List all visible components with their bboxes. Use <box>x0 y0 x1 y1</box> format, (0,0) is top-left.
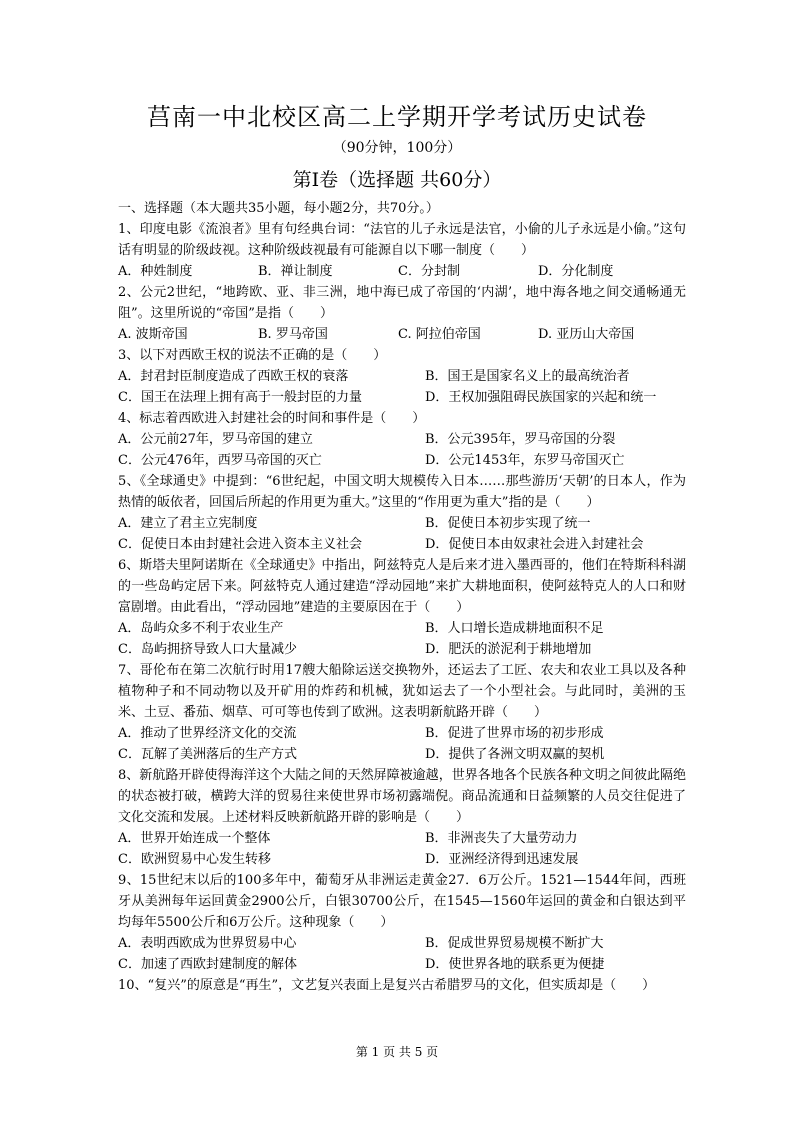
option-b[interactable]: B．非洲丧失了大量劳动力 <box>425 831 578 846</box>
question-7 <box>118 660 686 765</box>
option-a[interactable]: A．岛屿众多不利于农业生产 <box>118 621 284 636</box>
option-a[interactable]: A．种姓制度 <box>118 264 193 279</box>
question-5 <box>118 471 686 555</box>
options-row <box>118 534 686 555</box>
question-10 <box>118 975 686 996</box>
option-c[interactable]: C．瓦解了美洲落后的生产方式 <box>118 747 297 762</box>
option-d[interactable]: D．王权加强阻碍民族国家的兴起和统一 <box>425 390 657 405</box>
options-row <box>118 324 686 345</box>
option-d[interactable]: D．使世界各地的联系更为便捷 <box>425 957 605 972</box>
option-b[interactable]: B．禅让制度 <box>258 264 333 279</box>
option-a[interactable]: A．推动了世界经济文化的交流 <box>118 726 297 741</box>
question-text: 1、印度电影《流浪者》里有句经典台词：“法官的儿子永远是法官，小偷的儿子永远是小偷。”这句话有明显的阶级歧视。这种阶级歧视最有可能源自以下哪一制度（ ） <box>118 222 686 258</box>
options-row <box>118 450 686 471</box>
options-row <box>118 954 686 975</box>
section-heading: 一、选择题（本大题共35小题，每小题2分，共70分。） <box>118 201 439 216</box>
question-text: 9、15世纪末以后的100多年中，葡萄牙从非洲运走黄金27．6万公斤。1521—1544年间，西班牙从美洲每年运回黄金2900公斤，白银30700公斤，在1545—1560年运回的黄金和白银达到平均每年5500公斤和6万公斤。这种现象（ ） <box>118 873 686 930</box>
options-row <box>118 513 686 534</box>
option-c[interactable]: C．加速了西欧封建制度的解体 <box>118 957 297 972</box>
option-d[interactable]: D．分化制度 <box>538 264 614 279</box>
page-footer: 第 1 页 共 5 页 <box>355 1045 439 1059</box>
option-c[interactable]: C．欧洲贸易中心发生转移 <box>118 852 271 867</box>
option-a[interactable]: A．封君封臣制度造成了西欧王权的衰落 <box>118 369 349 384</box>
option-c[interactable]: C．分封制 <box>398 264 460 279</box>
option-d[interactable]: D．提供了各洲文明双赢的契机 <box>425 747 605 762</box>
option-d[interactable]: D．促使日本由奴隶社会进入封建社会 <box>425 537 644 552</box>
option-d[interactable]: D. 亚历山大帝国 <box>538 327 635 342</box>
option-c[interactable]: C．国王在法理上拥有高于一般封臣的力量 <box>118 390 362 405</box>
option-b[interactable]: B．国王是国家名义上的最高统治者 <box>425 369 630 384</box>
option-b[interactable]: B. 罗马帝国 <box>258 327 328 342</box>
options-row <box>118 261 686 282</box>
option-c[interactable]: C．促使日本由封建社会进入资本主义社会 <box>118 537 362 552</box>
question-text: 5、《全球通史》中提到：“6世纪起，中国文明大规模传入日本……那些游历‘天朝’的日本人，作为热情的皈依者，回国后所起的作用更为重大。”这里的“作用更为重大”指的是（ ） <box>118 474 686 510</box>
question-text: 6、斯塔夫里阿诺斯在《全球通史》中指出，阿兹特克人是后来才进入墨西哥的，他们在特斯科科湖的一些岛屿定居下来。阿兹特克人通过建造“浮动园地”来扩大耕地面积，使阿兹特克人的人口和财富剧增。由此看出，“浮动园地”建造的主要原因在于（ ） <box>118 558 686 615</box>
question-text: 10、“复兴”的原意是“再生”，文艺复兴表面上是复兴古希腊罗马的文化，但实质却是（ ） <box>118 978 656 993</box>
options-row <box>118 429 686 450</box>
question-8 <box>118 765 686 870</box>
exam-title: 莒南一中北校区高二上学期开学考试历史试卷 <box>147 103 647 131</box>
options-row <box>118 933 686 954</box>
option-a[interactable]: A．世界开始连成一个整体 <box>118 831 271 846</box>
option-c[interactable]: C．公元476年，西罗马帝国的灭亡 <box>118 453 322 468</box>
question-9 <box>118 870 686 975</box>
option-a[interactable]: A．表明西欧成为世界贸易中心 <box>118 936 297 951</box>
option-b[interactable]: B．人口增长造成耕地面积不足 <box>425 621 604 636</box>
option-b[interactable]: B．促成世界贸易规模不断扩大 <box>425 936 604 951</box>
question-text: 3、以下对西欧王权的说法不正确的是（ ） <box>118 348 387 363</box>
options-row <box>118 744 686 765</box>
options-row <box>118 366 686 387</box>
options-row <box>118 828 686 849</box>
exam-subtitle: （90分钟，100分） <box>332 140 462 156</box>
option-c[interactable]: C．岛屿拥挤导致人口大量减少 <box>118 642 297 657</box>
option-d[interactable]: D．公元1453年，东罗马帝国灭亡 <box>425 453 625 468</box>
question-6 <box>118 555 686 660</box>
exam-body <box>118 198 686 996</box>
question-3 <box>118 345 686 408</box>
options-row <box>118 639 686 660</box>
part-heading: 第Ⅰ卷（选择题 共60分） <box>292 169 502 191</box>
options-row <box>118 849 686 870</box>
option-d[interactable]: D．亚洲经济得到迅速发展 <box>425 852 579 867</box>
question-text: 8、新航路开辟使得海洋这个大陆之间的天然屏障被逾越，世界各地各个民族各种文明之间彼此隔绝的状态被打破，横跨大洋的贸易往来使世界市场初露端倪。商品流通和日益频繁的人员交往促进了文化交流和发展。上述材料反映新航路开辟的影响是（ ） <box>118 768 686 825</box>
option-a[interactable]: A. 波斯帝国 <box>118 327 188 342</box>
options-row <box>118 723 686 744</box>
option-a[interactable]: A．建立了君主立宪制度 <box>118 516 258 531</box>
option-d[interactable]: D．肥沃的淤泥利于耕地增加 <box>425 642 592 657</box>
option-c[interactable]: C. 阿拉伯帝国 <box>398 327 481 342</box>
option-b[interactable]: B．促进了世界市场的初步形成 <box>425 726 604 741</box>
option-b[interactable]: B．促使日本初步实现了统一 <box>425 516 591 531</box>
options-row <box>118 387 686 408</box>
question-text: 7、哥伦布在第二次航行时用17艘大船除运送交换物外，还运去了工匠、农夫和农业工具以及各种植物种子和不同动物以及开矿用的炸药和机械，犹如运去了一个小型社会。与此同时，美洲的玉米、土豆、番茄、烟草、可可等也传到了欧洲。这表明新航路开辟（ ） <box>118 663 686 720</box>
question-text: 2、公元2世纪，“地跨欧、亚、非三洲，地中海已成了帝国的‘内湖’，地中海各地之间交通畅通无阻”。这里所说的“帝国”是指（ ） <box>118 285 686 321</box>
option-a[interactable]: A．公元前27年，罗马帝国的建立 <box>118 432 313 447</box>
question-1 <box>118 219 686 282</box>
question-text: 4、标志着西欧进入封建社会的时间和事件是（ ） <box>118 411 426 426</box>
option-b[interactable]: B．公元395年，罗马帝国的分裂 <box>425 432 616 447</box>
question-2 <box>118 282 686 345</box>
question-4 <box>118 408 686 471</box>
options-row <box>118 618 686 639</box>
